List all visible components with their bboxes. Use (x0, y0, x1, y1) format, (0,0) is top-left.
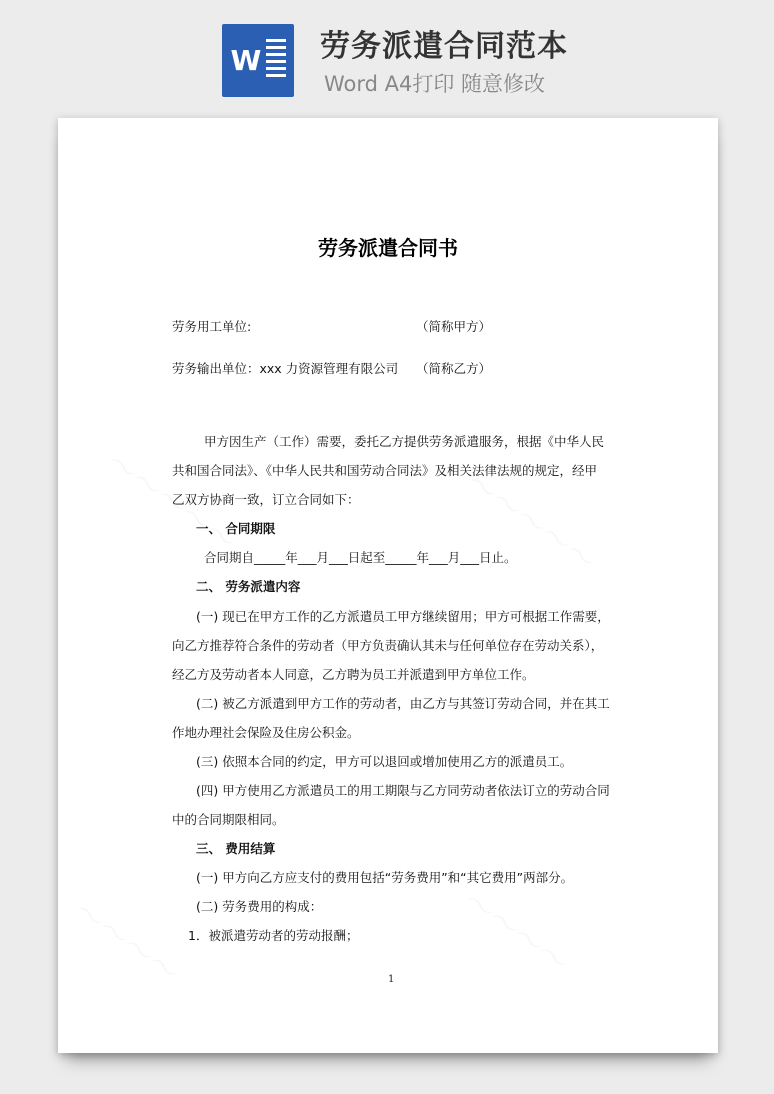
word-icon-letter: W (230, 44, 262, 77)
section-line: 中的合同期限相同。 (172, 812, 285, 827)
header-title: 劳务派遣合同范本 (320, 29, 568, 64)
section-heading: 二、 劳务派遣内容 (196, 579, 301, 594)
page-number: 1 (388, 974, 395, 985)
header-subtitle: Word A4打印 随意修改 (324, 72, 546, 96)
dispatcher-label: 劳务输出单位：xxx 力资源管理有限公司 (172, 361, 399, 376)
employer-label: 劳务用工单位: (172, 319, 252, 334)
word-icon (222, 24, 294, 97)
section-line: (一) 现已在甲方工作的乙方派遣员工甲方继续留用；甲方可根据工作需要， (196, 609, 610, 624)
preamble-line: 乙双方协商一致，订立合同如下： (172, 492, 360, 507)
section-line: (三) 依照本合同的约定，甲方可以退回或增加使用乙方的派遣员工。 (196, 754, 573, 769)
section-line: (四) 甲方使用乙方派遣员工的用工期限与乙方同劳动者依法订立的劳动合同 (196, 783, 610, 798)
section-line: (二) 被乙方派遣到甲方工作的劳动者，由乙方与其签订劳动合同，并在其工 (196, 696, 610, 711)
preamble-line: 共和国合同法》、《中华人民共和国劳动合同法》及相关法律法规的规定，经甲 (172, 463, 598, 478)
dispatcher-alias: （简称乙方） (416, 361, 492, 376)
section-line: 经乙方及劳动者本人同意，乙方聘为员工并派遣到甲方单位工作。 (172, 667, 535, 682)
employer-alias: （简称甲方） (416, 319, 492, 334)
contract-term-line: 合同期自_____年___月___日起至_____年___月___日止。 (204, 550, 517, 565)
watermark-left-bottom (66, 888, 190, 993)
section-heading: 三、 费用结算 (196, 841, 276, 856)
document-page (58, 118, 718, 1053)
section-heading: 一、 合同期限 (196, 521, 276, 536)
document-title: 劳务派遣合同书 (318, 236, 458, 260)
section-line: 作地办理社会保险及住房公积金。 (172, 725, 360, 740)
watermark-right-bottom (456, 878, 580, 983)
section-line: 向乙方推荐符合条件的劳动者（甲方负责确认其未与任何单位存在劳动关系）， (172, 638, 604, 653)
section-line: (一) 甲方向乙方应支付的费用包括“劳务费用”和“其它费用”两部分。 (196, 870, 574, 885)
word-icon-lines (266, 39, 286, 81)
header-banner (0, 0, 774, 110)
section-line: (二) 劳务费用的构成： (196, 899, 323, 914)
preamble-line: 甲方因生产（工作）需要，委托乙方提供劳务派遣服务，根据《中华人民 (204, 434, 605, 449)
section-line: 1．被派遣劳动者的劳动报酬； (188, 928, 359, 943)
